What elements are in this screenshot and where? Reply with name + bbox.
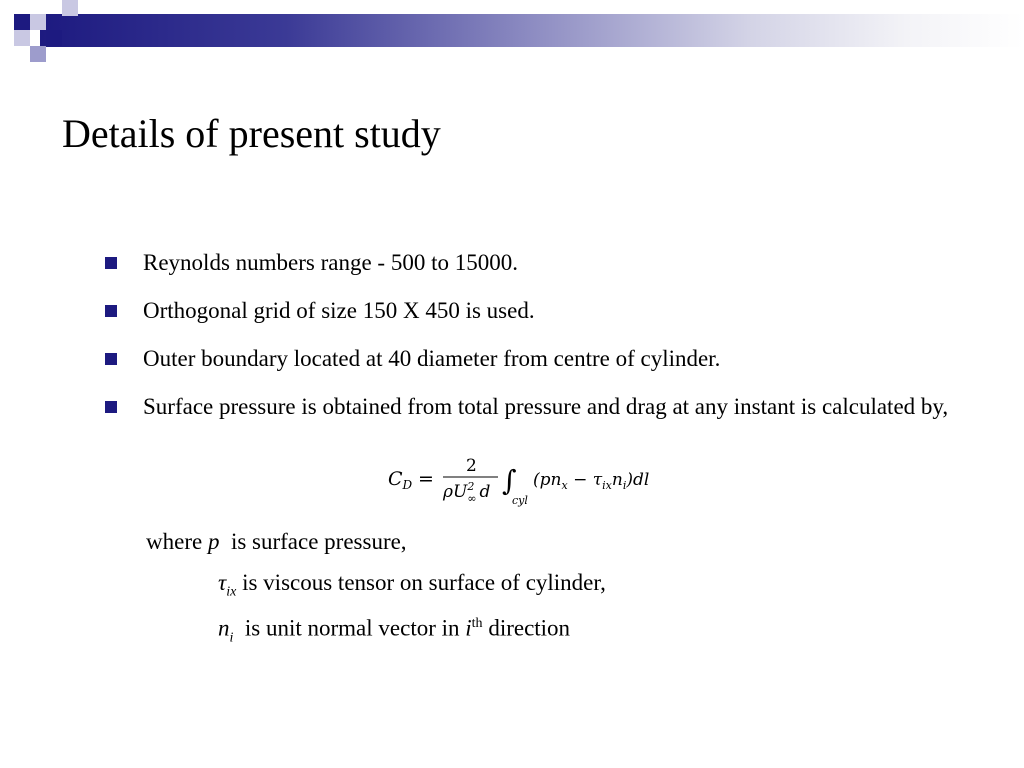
i-symbol: i	[465, 615, 472, 641]
where-label: where	[146, 529, 203, 554]
n-description: is unit normal vector in	[244, 615, 460, 641]
header-square	[46, 30, 62, 46]
header-square	[14, 14, 30, 30]
header-square	[30, 14, 46, 30]
formula-denominator: $\rho U^2$ ∞ d	[443, 480, 491, 505]
bullet-text: Reynolds numbers range - 500 to 15000.	[143, 250, 518, 275]
pressure-description: is surface pressure,	[230, 529, 407, 554]
list-item	[105, 390, 985, 424]
definition-normal-vector	[218, 609, 570, 653]
slide-title: Details of present study	[62, 111, 441, 156]
formula-integrand: $(pn_x - \tau_{ix}n_i)dl$	[533, 470, 650, 492]
pressure-symbol: p	[207, 529, 220, 554]
n-subscript: i	[229, 630, 234, 646]
formula-numerator: 2	[466, 456, 477, 476]
integral-sign: ∫	[502, 464, 517, 497]
tau-description: is viscous tensor on surface of cylinder,	[242, 570, 606, 595]
bullet-square-icon	[105, 305, 117, 317]
definition-pressure	[146, 527, 407, 557]
bullet-list	[105, 246, 985, 438]
formula-graphic	[388, 452, 678, 510]
bullet-text: Outer boundary located at 40 diameter from centre of cylinder.	[143, 346, 721, 371]
integral-limit: cyl	[512, 494, 528, 507]
formula-lhs: $C_D$	[388, 468, 413, 492]
bullet-text: Orthogonal grid of size 150 X 450 is used.	[143, 298, 535, 323]
direction-word: direction	[488, 615, 571, 641]
th-superscript: th	[471, 616, 483, 631]
list-item	[105, 294, 985, 328]
bullet-square-icon	[105, 353, 117, 365]
bullet-square-icon	[105, 257, 117, 269]
formula-equals: =	[418, 468, 434, 490]
definition-viscous-tensor	[218, 568, 606, 608]
list-item	[105, 246, 985, 280]
drag-coefficient-formula	[388, 452, 678, 510]
header-square	[14, 30, 30, 46]
header-square	[62, 0, 78, 16]
header-gradient-bar	[40, 14, 1024, 47]
bullet-square-icon	[105, 401, 117, 413]
tau-symbol: τ	[218, 570, 227, 595]
header-square	[30, 46, 46, 62]
tau-subscript: ix	[226, 584, 237, 600]
n-symbol: n	[218, 615, 230, 641]
list-item	[105, 342, 985, 376]
bullet-text: Surface pressure is obtained from total pressure and drag at any instant is calculated by,	[143, 394, 949, 419]
